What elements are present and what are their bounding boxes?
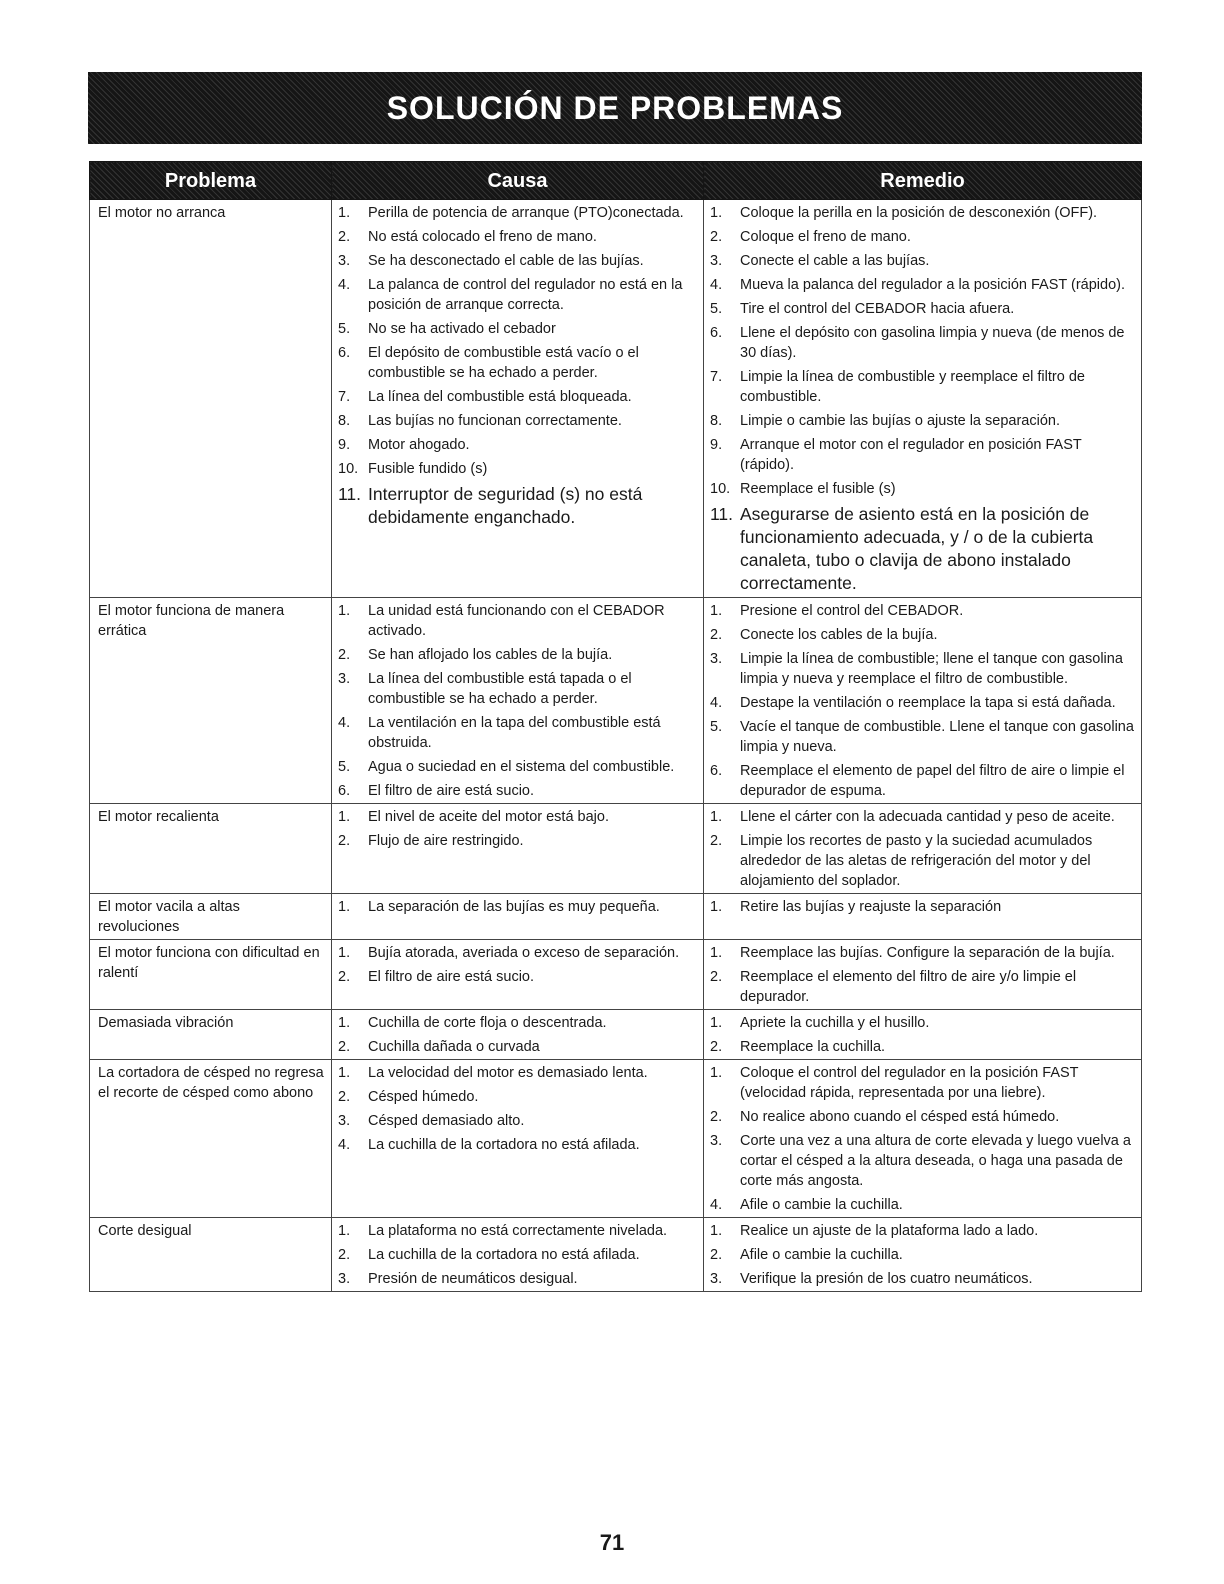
remedy-cell — [704, 894, 1142, 940]
cause-item — [338, 713, 697, 753]
remedy-item — [710, 1037, 1135, 1057]
remedy-item-text: Verifique la presión de los cuatro neumáticos. — [740, 1271, 1033, 1287]
remedy-item-number: 4. — [710, 1197, 723, 1213]
remedy-item-text: Limpie la línea de combustible y reemplace el filtro de combustible. — [740, 369, 1085, 405]
column-header-problem: Problema — [90, 162, 332, 200]
problem-cell: El motor funciona con dificultad en ralentí — [90, 940, 332, 1010]
table-row — [90, 1060, 1142, 1218]
cause-item-number: 2. — [338, 969, 351, 985]
cause-item — [338, 669, 697, 709]
remedy-item-number: 2. — [710, 969, 723, 985]
cause-item-text: Bujía atorada, averiada o exceso de separación. — [368, 945, 680, 961]
cause-item — [338, 897, 697, 917]
remedy-item-number: 3. — [710, 253, 723, 269]
cause-item — [338, 1013, 697, 1033]
remedy-item — [710, 625, 1135, 645]
remedy-cell — [704, 804, 1142, 894]
remedy-item — [710, 967, 1135, 1007]
remedy-item-number: 5. — [710, 301, 723, 317]
remedy-cell — [704, 200, 1142, 598]
remedy-item — [710, 649, 1135, 689]
remedy-item-number: 2. — [710, 229, 723, 245]
remedy-item-text: Tire el control del CEBADOR hacia afuera. — [740, 301, 1015, 317]
cause-item — [338, 435, 697, 455]
remedy-item — [710, 323, 1135, 363]
cause-item-text: Césped demasiado alto. — [368, 1113, 525, 1129]
cause-item — [338, 483, 697, 529]
cause-item-number: 10. — [338, 461, 359, 477]
table-body — [90, 200, 1142, 1292]
remedy-item — [710, 203, 1135, 223]
cause-item — [338, 807, 697, 827]
table-row — [90, 940, 1142, 1010]
remedy-item-number: 2. — [710, 1039, 723, 1055]
cause-item-number: 9. — [338, 437, 351, 453]
remedy-item-text: Afile o cambie la cuchilla. — [740, 1247, 903, 1263]
remedy-item-number: 9. — [710, 437, 723, 453]
remedy-item-number: 3. — [710, 1133, 723, 1149]
remedy-item — [710, 601, 1135, 621]
remedy-item-text: Conecte los cables de la bujía. — [740, 627, 938, 643]
table-header-row — [90, 162, 1142, 200]
cause-item-text: La cuchilla de la cortadora no está afilada. — [368, 1137, 640, 1153]
cause-item-text: Presión de neumáticos desigual. — [368, 1271, 578, 1287]
cause-item-text: Flujo de aire restringido. — [368, 833, 524, 849]
cause-item-text: La separación de las bujías es muy pequeña. — [368, 899, 660, 915]
remedy-item-number: 3. — [710, 651, 723, 667]
remedy-item — [710, 503, 1135, 595]
cause-cell — [332, 894, 704, 940]
remedy-item-text: Llene el depósito con gasolina limpia y nueva (de menos de 30 días). — [740, 325, 1125, 361]
cause-item-text: Motor ahogado. — [368, 437, 470, 453]
cause-item-number: 5. — [338, 321, 351, 337]
remedy-item-number: 1. — [710, 603, 723, 619]
table-row — [90, 1218, 1142, 1292]
remedy-item — [710, 1195, 1135, 1215]
remedy-item-number: 1. — [710, 899, 723, 915]
remedy-item-number: 1. — [710, 1223, 723, 1239]
table-row — [90, 894, 1142, 940]
remedy-item-number: 4. — [710, 695, 723, 711]
remedy-item-text: Coloque la perilla en la posición de desconexión (OFF). — [740, 205, 1098, 221]
cause-item — [338, 943, 697, 963]
cause-item — [338, 1269, 697, 1289]
problem-cell: Corte desigual — [90, 1218, 332, 1292]
remedy-item — [710, 1221, 1135, 1241]
cause-item — [338, 757, 697, 777]
remedy-item-text: Apriete la cuchilla y el husillo. — [740, 1015, 930, 1031]
remedy-item-number: 8. — [710, 413, 723, 429]
cause-item-number: 3. — [338, 253, 351, 269]
cause-item — [338, 343, 697, 383]
table-row — [90, 1010, 1142, 1060]
remedy-item — [710, 299, 1135, 319]
cause-item-number: 2. — [338, 229, 351, 245]
remedy-item-text: Realice un ajuste de la plataforma lado a lado. — [740, 1223, 1039, 1239]
remedy-item-text: Presione el control del CEBADOR. — [740, 603, 964, 619]
cause-item-number: 2. — [338, 1247, 351, 1263]
remedy-item-text: Mueva la palanca del regulador a la posición FAST (rápido). — [740, 277, 1126, 293]
remedy-item-number: 1. — [710, 1065, 723, 1081]
cause-item — [338, 1037, 697, 1057]
remedy-item — [710, 717, 1135, 757]
cause-item — [338, 1221, 697, 1241]
cause-item-number: 1. — [338, 205, 351, 221]
remedy-item — [710, 693, 1135, 713]
remedy-item-text: Retire las bujías y reajuste la separación — [740, 899, 1002, 915]
remedy-item-number: 1. — [710, 1015, 723, 1031]
remedy-item — [710, 479, 1135, 499]
remedy-item — [710, 1245, 1135, 1265]
remedy-item-number: 7. — [710, 369, 723, 385]
cause-item — [338, 1135, 697, 1155]
cause-item — [338, 831, 697, 851]
remedy-cell — [704, 1010, 1142, 1060]
cause-item-number: 2. — [338, 1039, 351, 1055]
table-row — [90, 598, 1142, 804]
cause-item — [338, 1111, 697, 1131]
remedy-item-text: No realice abono cuando el césped está húmedo. — [740, 1109, 1060, 1125]
cause-item-number: 1. — [338, 603, 351, 619]
cause-item — [338, 967, 697, 987]
cause-item-number: 1. — [338, 1065, 351, 1081]
remedy-item — [710, 807, 1135, 827]
remedy-item — [710, 897, 1135, 917]
cause-item — [338, 251, 697, 271]
remedy-item-number: 2. — [710, 627, 723, 643]
cause-item-text: La línea del combustible está bloqueada. — [368, 389, 632, 405]
cause-item-text: Se han aflojado los cables de la bujía. — [368, 647, 613, 663]
cause-cell — [332, 1060, 704, 1218]
remedy-item-number: 1. — [710, 205, 723, 221]
remedy-item-text: Reemplace el elemento del filtro de aire y/o limpie el depurador. — [740, 969, 1077, 1005]
cause-item-number: 1. — [338, 945, 351, 961]
cause-item-text: Las bujías no funcionan correctamente. — [368, 413, 622, 429]
cause-item — [338, 203, 697, 223]
remedy-item — [710, 251, 1135, 271]
cause-item-text: Se ha desconectado el cable de las bujías. — [368, 253, 644, 269]
remedy-item-text: Reemplace la cuchilla. — [740, 1039, 886, 1055]
remedy-item — [710, 831, 1135, 891]
remedy-item-text: Coloque el control del regulador en la posición FAST (velocidad rápida, representada por una liebre). — [740, 1065, 1079, 1101]
cause-item-text: La línea del combustible está tapada o el combustible se ha echado a perder. — [368, 671, 632, 707]
problem-cell: El motor funciona de manera errática — [90, 598, 332, 804]
cause-item-number: 6. — [338, 783, 351, 799]
remedy-item — [710, 411, 1135, 431]
cause-item-text: Cuchilla dañada o curvada — [368, 1039, 540, 1055]
table-row — [90, 804, 1142, 894]
cause-item-text: Césped húmedo. — [368, 1089, 479, 1105]
cause-item-number: 2. — [338, 833, 351, 849]
cause-item — [338, 1245, 697, 1265]
troubleshooting-table — [89, 161, 1142, 1292]
cause-item-text: El nivel de aceite del motor está bajo. — [368, 809, 609, 825]
column-header-remedy: Remedio — [704, 162, 1142, 200]
remedy-item — [710, 1063, 1135, 1103]
cause-item — [338, 601, 697, 641]
cause-item-text: La velocidad del motor es demasiado lenta. — [368, 1065, 648, 1081]
cause-item-number: 1. — [338, 899, 351, 915]
cause-cell — [332, 598, 704, 804]
remedy-item — [710, 1013, 1135, 1033]
remedy-item-text: Reemplace el fusible (s) — [740, 481, 896, 497]
cause-item-text: Agua o suciedad en el sistema del combustible. — [368, 759, 675, 775]
cause-item-text: Cuchilla de corte floja o descentrada. — [368, 1015, 607, 1031]
cause-item-number: 2. — [338, 647, 351, 663]
cause-item-text: La palanca de control del regulador no está en la posición de arranque correcta. — [368, 277, 683, 313]
remedy-item-text: Corte una vez a una altura de corte elevada y luego vuelva a cortar el césped a la altura deseada, o haga una pasada de corte más angosta. — [740, 1133, 1131, 1189]
remedy-item-text: Reemplace el elemento de papel del filtro de aire o limpie el depurador de espuma. — [740, 763, 1125, 799]
table-row — [90, 200, 1142, 598]
remedy-cell — [704, 1218, 1142, 1292]
cause-item — [338, 781, 697, 801]
problem-cell: Demasiada vibración — [90, 1010, 332, 1060]
remedy-cell — [704, 940, 1142, 1010]
problem-cell: El motor recalienta — [90, 804, 332, 894]
cause-cell — [332, 1010, 704, 1060]
remedy-item-number: 1. — [710, 809, 723, 825]
remedy-cell — [704, 1060, 1142, 1218]
cause-item-number: 3. — [338, 1271, 351, 1287]
remedy-item-text: Limpie o cambie las bujías o ajuste la separación. — [740, 413, 1060, 429]
remedy-item-number: 6. — [710, 325, 723, 341]
cause-item — [338, 645, 697, 665]
remedy-item — [710, 435, 1135, 475]
remedy-item-number: 10. — [710, 481, 731, 497]
cause-item — [338, 1063, 697, 1083]
remedy-item-text: Reemplace las bujías. Configure la separación de la bujía. — [740, 945, 1115, 961]
remedy-item-text: Destape la ventilación o reemplace la tapa si está dañada. — [740, 695, 1116, 711]
remedy-item — [710, 227, 1135, 247]
remedy-item-number: 5. — [710, 719, 723, 735]
cause-cell — [332, 804, 704, 894]
remedy-item-text: Limpie la línea de combustible; llene el tanque con gasolina limpia y nueva y reemplace el filtro de combustible. — [740, 651, 1123, 687]
cause-item-number: 6. — [338, 345, 351, 361]
cause-item-number: 2. — [338, 1089, 351, 1105]
page-title-banner — [88, 72, 1142, 144]
problem-cell: La cortadora de césped no regresa el recorte de césped como abono — [90, 1060, 332, 1218]
cause-item-text: El filtro de aire está sucio. — [368, 969, 535, 985]
remedy-item-text: Coloque el freno de mano. — [740, 229, 911, 245]
cause-item-text: Perilla de potencia de arranque (PTO)conectada. — [368, 205, 684, 221]
remedy-cell — [704, 598, 1142, 804]
remedy-item-number: 6. — [710, 763, 723, 779]
cause-item — [338, 1087, 697, 1107]
remedy-item — [710, 1131, 1135, 1191]
remedy-item-text: Afile o cambie la cuchilla. — [740, 1197, 903, 1213]
remedy-item-number: 2. — [710, 833, 723, 849]
remedy-item-number: 2. — [710, 1109, 723, 1125]
remedy-item — [710, 761, 1135, 801]
remedy-item-text: Llene el cárter con la adecuada cantidad y peso de aceite. — [740, 809, 1115, 825]
cause-item-text: Fusible fundido (s) — [368, 461, 488, 477]
cause-item-number: 11. — [338, 484, 362, 504]
remedy-item — [710, 275, 1135, 295]
remedy-item-number: 2. — [710, 1247, 723, 1263]
remedy-item-number: 11. — [710, 504, 734, 524]
remedy-item — [710, 367, 1135, 407]
cause-item-number: 4. — [338, 277, 351, 293]
remedy-item — [710, 1269, 1135, 1289]
remedy-item-text: Vacíe el tanque de combustible. Llene el tanque con gasolina limpia y nueva. — [740, 719, 1134, 755]
cause-item-number: 3. — [338, 671, 351, 687]
cause-item-text: La cuchilla de la cortadora no está afilada. — [368, 1247, 640, 1263]
page-number: 71 — [599, 1530, 625, 1555]
cause-item-text: No está colocado el freno de mano. — [368, 229, 597, 245]
cause-item-text: La unidad está funcionando con el CEBADOR activado. — [368, 603, 665, 639]
remedy-item-text: Limpie los recortes de pasto y la suciedad acumulados alrededor de las aletas de refrigeración del motor y del alojamiento del soplador. — [740, 833, 1093, 889]
problem-cell: El motor vacila a altas revoluciones — [90, 894, 332, 940]
cause-item-number: 3. — [338, 1113, 351, 1129]
cause-item — [338, 411, 697, 431]
cause-item-number: 1. — [338, 1223, 351, 1239]
cause-item-text: El filtro de aire está sucio. — [368, 783, 535, 799]
remedy-item-text: Arranque el motor con el regulador en posición FAST (rápido). — [740, 437, 1082, 473]
cause-item-number: 4. — [338, 715, 351, 731]
cause-item — [338, 387, 697, 407]
column-header-cause: Causa — [332, 162, 704, 200]
cause-item-text: El depósito de combustible está vacío o el combustible se ha echado a perder. — [368, 345, 639, 381]
cause-item — [338, 459, 697, 479]
cause-item-text: La plataforma no está correctamente nivelada. — [368, 1223, 668, 1239]
cause-item — [338, 227, 697, 247]
cause-item-text: La ventilación en la tapa del combustible está obstruida. — [368, 715, 661, 751]
remedy-item — [710, 943, 1135, 963]
page-title: SOLUCIÓN DE PROBLEMAS — [386, 89, 844, 126]
cause-item — [338, 319, 697, 339]
cause-item-number: 1. — [338, 1015, 351, 1031]
cause-item-number: 8. — [338, 413, 351, 429]
remedy-item-text: Conecte el cable a las bujías. — [740, 253, 930, 269]
remedy-item-text: Asegurarse de asiento está en la posición de funcionamiento adecuada, y / o de la cubierta canaleta, tubo o clavija de abono instalado correctamente. — [740, 504, 1094, 593]
cause-item-number: 5. — [338, 759, 351, 775]
cause-cell — [332, 200, 704, 598]
cause-item-text: No se ha activado el cebador — [368, 321, 556, 337]
cause-cell — [332, 1218, 704, 1292]
problem-cell: El motor no arranca — [90, 200, 332, 598]
remedy-item-number: 4. — [710, 277, 723, 293]
remedy-item-number: 3. — [710, 1271, 723, 1287]
cause-item-number: 4. — [338, 1137, 351, 1153]
cause-item-number: 1. — [338, 809, 351, 825]
cause-item-text: Interruptor de seguridad (s) no está debidamente enganchado. — [368, 484, 643, 527]
remedy-item-number: 1. — [710, 945, 723, 961]
cause-item-number: 7. — [338, 389, 351, 405]
remedy-item — [710, 1107, 1135, 1127]
cause-cell — [332, 940, 704, 1010]
cause-item — [338, 275, 697, 315]
